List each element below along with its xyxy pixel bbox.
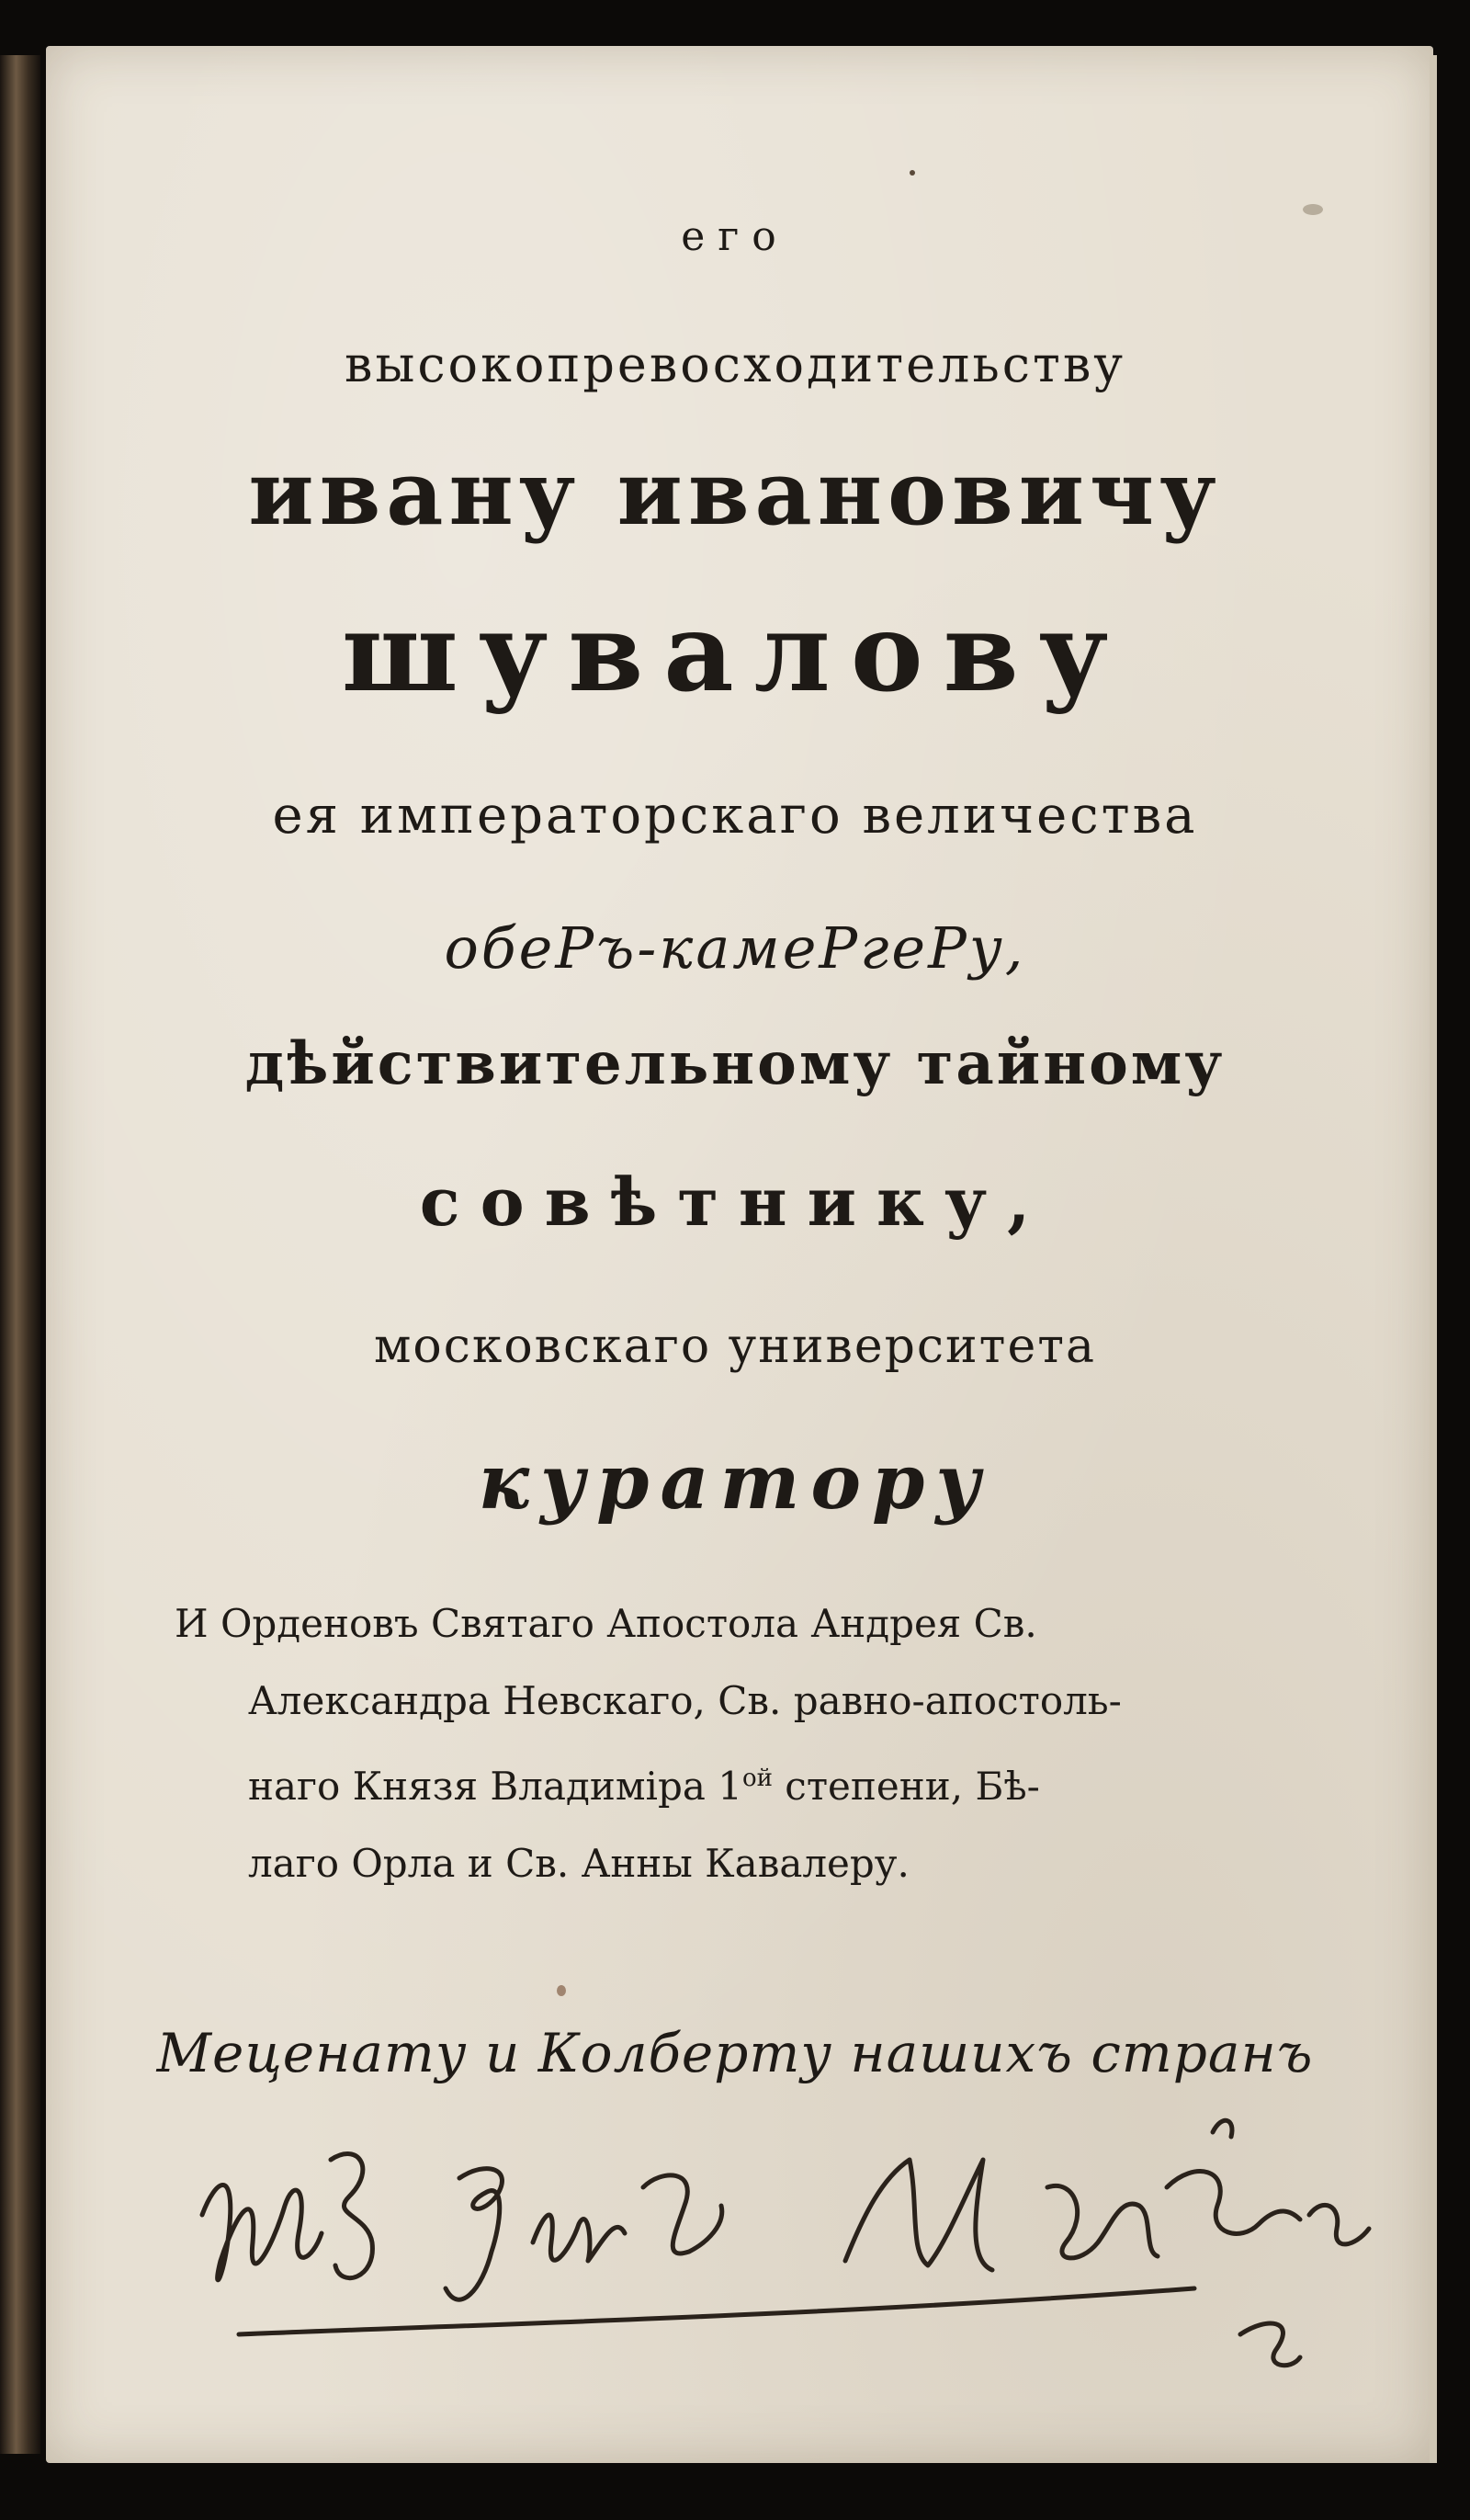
dedication-line-privy: дѣйствительному тайному [244,1029,1226,1098]
ordinal-superscript: ой [741,1765,773,1792]
orders-line: лаго Орла и Св. Анны Кавалеру. [248,1841,910,1886]
orders-line: Александра Невскаго, Св. равно-апостоль- [248,1678,1122,1723]
handwritten-inscription [184,2105,1396,2399]
page-edge [1430,55,1437,2463]
title-page [46,46,1433,2463]
dedication-name: ивану ивановичу [248,441,1222,545]
dedication-line-curator: куратору [478,1438,992,1527]
dedication-line-title: высокопревосходительству [344,335,1126,393]
dedication-line-maecenas: Меценату и Колберту нашихъ странъ [156,2022,1314,2084]
dedication-line-ego: его [681,213,789,260]
orders-paragraph [175,1585,1259,1902]
dedication-line-majesty: ея императорскаго величества [272,786,1198,846]
dedication-line-university: московскаго университета [373,1319,1096,1374]
dedication-line-chamberlain: обеРъ-камеРгеРу, [444,914,1026,982]
orders-text: степени, Бѣ- [772,1764,1040,1809]
dedication-surname: шувалову [341,588,1129,716]
orders-line [175,1740,1259,1825]
dedication-line-councillor: совѣтнику, [419,1163,1051,1241]
paper-stain [557,1985,566,1996]
orders-line: И Орденовъ Святаго Апостола Андрея Св. [175,1601,1037,1646]
book-spine [0,55,40,2454]
orders-text: наго Князя Владимiра 1 [248,1764,742,1809]
ink-speck [910,170,915,176]
